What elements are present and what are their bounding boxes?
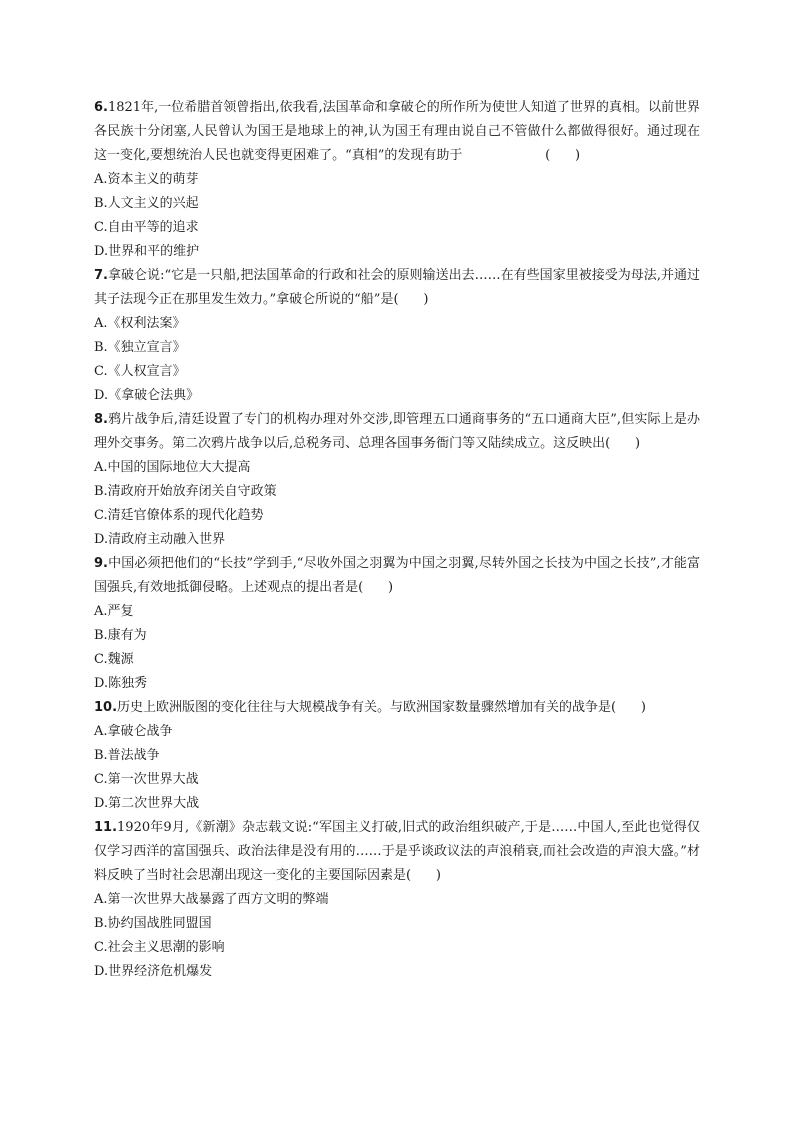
option-a: A.严复 — [94, 604, 134, 619]
answer-bracket: ( ) — [605, 436, 641, 451]
option-list — [94, 888, 700, 984]
option-list — [94, 600, 700, 696]
option-b: B.协约国战胜同盟国 — [94, 916, 212, 931]
answer-bracket: ( ) — [611, 700, 646, 715]
option-b: B.康有为 — [94, 628, 147, 643]
option-b: B.人文主义的兴起 — [94, 196, 199, 211]
question-6 — [94, 96, 700, 264]
question-stem — [94, 408, 700, 456]
option-c: C.自由平等的追求 — [94, 220, 199, 235]
option-d: D.清政府主动融入世界 — [94, 532, 226, 547]
option-a: A.中国的国际地位大大提高 — [94, 460, 251, 475]
answer-bracket: ( ) — [358, 580, 394, 595]
option-c: C.《人权宣言》 — [94, 364, 186, 379]
question-8 — [94, 408, 700, 552]
option-d: D.世界和平的维护 — [94, 244, 200, 259]
option-list — [94, 720, 700, 816]
option-c: C.第一次世界大战 — [94, 772, 199, 787]
option-a: A.《权利法案》 — [94, 316, 186, 331]
question-stem — [94, 552, 700, 600]
option-b: B.《独立宣言》 — [94, 340, 186, 355]
option-d: D.世界经济危机爆发 — [94, 964, 213, 979]
option-list — [94, 312, 700, 408]
option-list — [94, 456, 700, 552]
question-9 — [94, 552, 700, 696]
question-7 — [94, 264, 700, 408]
question-text: 中国必须把他们的“长技”学到手,“尽收外国之羽翼为中国之羽翼,尽转外国之长技为中国之长技”,才能富国强兵,有效地抵御侵略。上述观点的提出者是 — [94, 556, 700, 595]
question-text: 历史上欧洲版图的变化往往与大规模战争有关。与欧洲国家数量骤然增加有关的战争是 — [117, 700, 612, 715]
option-b: B.普法战争 — [94, 748, 160, 763]
question-number: 9. — [94, 556, 108, 571]
question-number: 7. — [94, 268, 108, 283]
question-number: 10. — [94, 700, 118, 715]
option-a: A.第一次世界大战暴露了西方文明的弊端 — [94, 892, 329, 907]
option-b: B.清政府开始放弃闭关自守政策 — [94, 484, 277, 499]
option-d: D.第二次世界大战 — [94, 796, 200, 811]
answer-bracket: ( ) — [462, 148, 581, 163]
question-stem — [94, 696, 700, 720]
question-10 — [94, 696, 700, 816]
question-text: 拿破仑说:“它是一只船,把法国革命的行政和社会的原则输送出去……在有些国家里被接受为母法,并通过其子法现今正在那里发生效力。”拿破仑所说的“船”是 — [94, 268, 700, 307]
question-number: 8. — [94, 412, 108, 427]
option-c: C.社会主义思潮的影响 — [94, 940, 225, 955]
answer-bracket: ( ) — [393, 292, 429, 307]
question-stem — [94, 264, 700, 312]
question-text: 鸦片战争后,清廷设置了专门的机构办理对外交涉,即管理五口通商事务的“五口通商大臣”,但实际上是办理外交事务。第二次鸦片战争以后,总税务司、总理各国事务衙门等又陆续成立。这反映出 — [94, 412, 700, 451]
question-text: 1920年9月,《新潮》杂志载文说:“军国主义打破,旧式的政治组织破产,于是……中国人,至此也觉得仅仅学习西洋的富国强兵、政治法律是没有用的……于是乎谈政议法的声浪稍衰,而社会改造的声浪大盛。”材料反映了当时社会思潮出现这一变化的主要国际因素是 — [94, 820, 700, 883]
option-d: D.陈独秀 — [94, 676, 148, 691]
answer-bracket: ( ) — [406, 868, 441, 883]
question-11 — [94, 816, 700, 984]
question-stem — [94, 96, 700, 168]
question-number: 11. — [94, 820, 118, 835]
question-stem — [94, 816, 700, 888]
question-text: 1821年,一位希腊首领曾指出,依我看,法国革命和拿破仑的所作所为使世人知道了世界的真相。以前世界各民族十分闭塞,人民曾认为国王是地球上的神,认为国王有理由说自己不管做什么都做得很好。通过现在这一变化,要想统治人民也就变得更困难了。“真相”的发现有助于 — [94, 100, 700, 163]
question-number: 6. — [94, 100, 108, 115]
option-a: A.资本主义的萌芽 — [94, 172, 199, 187]
option-d: D.《拿破仑法典》 — [94, 388, 200, 403]
option-list — [94, 168, 700, 264]
option-a: A.拿破仑战争 — [94, 724, 173, 739]
question-list — [94, 96, 700, 984]
option-c: C.魏源 — [94, 652, 134, 667]
option-c: C.清廷官僚体系的现代化趋势 — [94, 508, 264, 523]
